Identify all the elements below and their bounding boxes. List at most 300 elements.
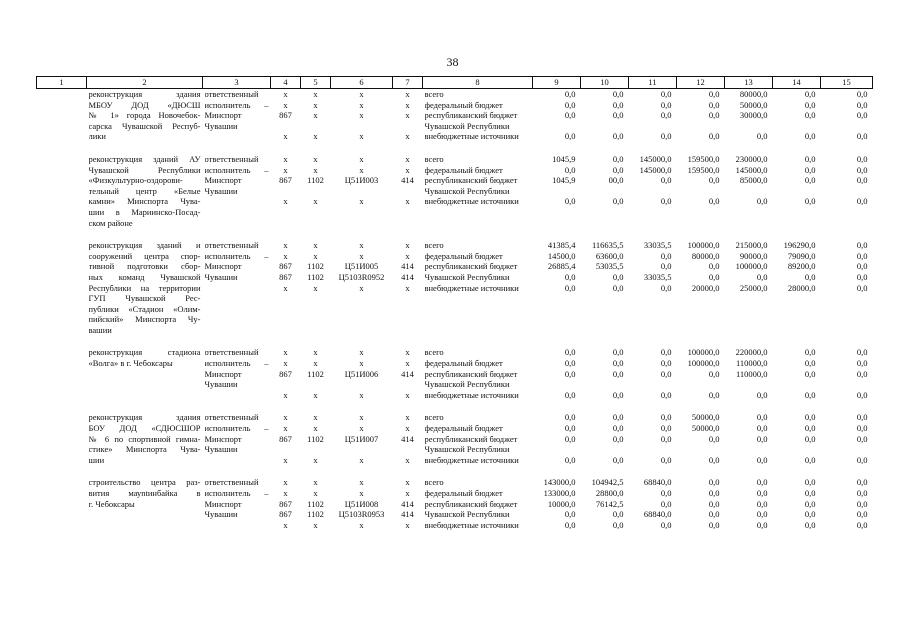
amount-value: 0,0 xyxy=(708,261,720,272)
amount-value: 0,0 xyxy=(660,196,672,207)
section-code-cell xyxy=(301,89,331,142)
amount-value: 0,0 xyxy=(804,110,816,121)
amount-value: 0,0 xyxy=(756,389,768,400)
amount-value xyxy=(727,218,768,229)
amount-value: 0,0 xyxy=(856,433,868,444)
amount-value: 33035,5 xyxy=(643,240,672,251)
amount-value: 0,0 xyxy=(708,389,720,400)
expense-type-cell xyxy=(393,240,423,335)
amount-value: 0,0 xyxy=(856,454,868,465)
amount-value: 0,0 xyxy=(612,358,624,369)
amount-value: 0,0 xyxy=(708,477,720,488)
section-code-value: x xyxy=(313,282,318,293)
description-line: № 6 по спортивной гимна- xyxy=(88,433,201,444)
amount-value: 68840,0 xyxy=(643,509,672,520)
funding-source-line: внебюджетные источники xyxy=(424,282,519,293)
executor-line xyxy=(205,325,269,336)
funding-source-line: республиканский бюджет xyxy=(424,261,518,272)
target-article-value: x xyxy=(359,240,364,251)
amount-value xyxy=(679,218,720,229)
project-description-cell xyxy=(87,477,203,530)
grbs-code-value: x xyxy=(283,358,288,369)
amount-value: 0,0 xyxy=(564,196,576,207)
amount-value: 0,0 xyxy=(564,131,576,142)
year-amount-cell xyxy=(533,240,581,335)
table-row xyxy=(37,412,873,465)
amount-value: 0,0 xyxy=(756,196,768,207)
amount-value xyxy=(535,379,576,390)
amount-value: 0,0 xyxy=(564,412,576,423)
amount-value: 0,0 xyxy=(756,423,768,434)
amount-value: 0,0 xyxy=(856,389,868,400)
row-spacer xyxy=(37,335,873,347)
funding-source-cell xyxy=(423,240,533,335)
amount-value: 0,0 xyxy=(856,196,868,207)
funding-source-cell xyxy=(423,89,533,142)
grbs-code-value xyxy=(273,314,299,325)
row-index-cell xyxy=(37,89,87,142)
description-line: ском районе xyxy=(88,217,133,228)
amount-value xyxy=(727,314,768,325)
amount-value: 85000,0 xyxy=(739,175,768,186)
year-amount-cell xyxy=(773,477,821,530)
amount-value: 0,0 xyxy=(856,412,868,423)
amount-value: 0,0 xyxy=(856,519,868,530)
amount-value: 0,0 xyxy=(660,175,672,186)
amount-value: 0,0 xyxy=(660,250,672,261)
section-code-cell xyxy=(301,412,331,465)
amount-value: 0,0 xyxy=(564,89,576,99)
target-article-value xyxy=(333,444,391,455)
target-article-value: Ц51И008 xyxy=(344,498,379,509)
target-article-value: x xyxy=(359,347,364,358)
year-amount-cell xyxy=(725,347,773,400)
column-number-8: 8 xyxy=(423,77,533,89)
amount-value: 0,0 xyxy=(660,433,672,444)
amount-value: 0,0 xyxy=(612,89,624,99)
expense-type-value: x xyxy=(405,477,410,488)
executor-line: Минспорт xyxy=(204,433,242,444)
executor-line xyxy=(205,390,269,401)
year-amount-cell xyxy=(533,154,581,228)
column-number-12: 12 xyxy=(677,77,725,89)
amount-value: 0,0 xyxy=(804,509,816,520)
target-article-value: Ц5103R0952 xyxy=(338,271,385,282)
expense-type-value: x xyxy=(405,454,410,465)
amount-value: 0,0 xyxy=(804,477,816,488)
funding-source-line: федеральный бюджет xyxy=(424,488,503,498)
amount-value: 0,0 xyxy=(612,368,624,379)
amount-value: 0,0 xyxy=(756,454,768,465)
expense-type-value: 414 xyxy=(401,175,414,186)
amount-value: 0,0 xyxy=(564,282,576,293)
year-amount-cell xyxy=(677,477,725,530)
year-amount-cell xyxy=(533,89,581,142)
expense-type-value xyxy=(395,186,421,197)
year-amount-cell xyxy=(533,412,581,465)
page-number: 38 xyxy=(446,55,459,69)
grbs-code-value: x xyxy=(283,347,288,358)
expense-type-value xyxy=(395,121,421,132)
target-article-value: x xyxy=(359,164,364,175)
amount-value xyxy=(775,293,816,304)
amount-value: 0,0 xyxy=(856,423,868,434)
executor-line xyxy=(205,293,269,304)
target-article-value: x xyxy=(359,89,364,99)
column-number-13: 13 xyxy=(725,77,773,89)
amount-value xyxy=(727,207,768,218)
amount-value: 0,0 xyxy=(564,164,576,175)
target-article-cell xyxy=(331,89,393,142)
amount-value: 41385,4 xyxy=(547,240,576,251)
amount-value: 0,0 xyxy=(856,368,868,379)
funding-source-line: внебюджетные источники xyxy=(424,519,519,530)
target-article-value xyxy=(333,207,391,218)
year-amount-cell xyxy=(773,347,821,400)
amount-value: 0,0 xyxy=(660,358,672,369)
amount-value: 0,0 xyxy=(756,509,768,520)
row-spacer xyxy=(37,228,873,240)
section-code-cell xyxy=(301,240,331,335)
description-line: строительство центра раз- xyxy=(88,477,201,488)
executor-line: исполнитель – xyxy=(204,358,269,369)
amount-value: 0,0 xyxy=(612,110,624,121)
executor-line: Минспорт xyxy=(204,498,242,509)
section-code-value: x xyxy=(313,196,318,207)
amount-value: 0,0 xyxy=(856,477,868,488)
project-description-cell xyxy=(87,89,203,142)
expense-type-value xyxy=(395,314,421,325)
target-article-value xyxy=(333,218,391,229)
project-description-cell xyxy=(87,412,203,465)
funding-source-line: республиканский бюджет xyxy=(424,368,518,379)
amount-value: 145000,0 xyxy=(639,153,672,164)
amount-value: 0,0 xyxy=(708,498,720,509)
amount-value xyxy=(775,121,816,132)
expense-type-cell xyxy=(393,154,423,228)
target-article-cell xyxy=(331,477,393,530)
amount-value: 0,0 xyxy=(612,131,624,142)
amount-value: 26885,4 xyxy=(547,261,576,272)
executor-line: ответственный xyxy=(204,89,259,99)
amount-value xyxy=(583,186,624,197)
grbs-code-cell xyxy=(271,477,301,530)
section-code-value xyxy=(303,121,329,132)
column-number-row xyxy=(37,77,873,89)
table-row xyxy=(37,154,873,228)
funding-source-line: республиканский бюджет xyxy=(424,175,518,186)
section-code-value xyxy=(303,218,329,229)
column-number-1: 1 xyxy=(37,77,87,89)
target-article-value: x xyxy=(359,196,364,207)
year-amount-cell xyxy=(773,89,821,142)
funding-source-line: федеральный бюджет xyxy=(424,164,503,175)
column-number-7: 7 xyxy=(393,77,423,89)
amount-value xyxy=(775,218,816,229)
funding-source-line xyxy=(425,207,531,218)
executor-line xyxy=(205,196,269,207)
amount-value xyxy=(679,121,720,132)
amount-value: 145000,0 xyxy=(639,164,672,175)
column-number-11: 11 xyxy=(629,77,677,89)
expense-type-value xyxy=(395,379,421,390)
amount-value xyxy=(775,304,816,315)
amount-value: 145000,0 xyxy=(735,164,768,175)
amount-value: 0,0 xyxy=(804,358,816,369)
executor-line: Минспорт xyxy=(204,110,242,121)
amount-value xyxy=(727,186,768,197)
amount-value: 0,0 xyxy=(708,99,720,110)
amount-value: 0,0 xyxy=(612,389,624,400)
description-line: сооружений центра спор- xyxy=(88,250,201,261)
executor-line: исполнитель – xyxy=(204,488,269,498)
amount-value: 0,0 xyxy=(612,433,624,444)
executor-line: Минспорт xyxy=(204,368,242,379)
amount-value: 1045,9 xyxy=(552,175,576,186)
expense-type-value: 414 xyxy=(401,509,414,520)
amount-value: 0,0 xyxy=(804,412,816,423)
target-article-value: Ц5103R0953 xyxy=(338,509,385,520)
section-code-value: 1102 xyxy=(307,271,324,282)
amount-value: 0,0 xyxy=(856,347,868,358)
funding-source-line: Чувашской Республики xyxy=(424,509,510,520)
executor-line xyxy=(205,455,269,466)
funding-source-line: всего xyxy=(424,153,444,164)
description-line: БОУ ДОД «СДЮСШОР xyxy=(88,423,201,434)
amount-value xyxy=(535,207,576,218)
year-amount-cell xyxy=(581,154,629,228)
amount-value: 0,0 xyxy=(708,89,720,99)
amount-value xyxy=(823,186,868,197)
amount-value: 0,0 xyxy=(612,347,624,358)
year-amount-cell xyxy=(533,477,581,530)
executor-line xyxy=(205,218,269,229)
year-amount-cell xyxy=(773,412,821,465)
grbs-code-value: x xyxy=(283,196,288,207)
year-amount-cell xyxy=(725,240,773,335)
expense-type-cell xyxy=(393,347,423,400)
section-code-value xyxy=(303,379,329,390)
year-amount-cell xyxy=(629,477,677,530)
amount-value xyxy=(775,379,816,390)
amount-value: 0,0 xyxy=(804,347,816,358)
amount-value: 0,0 xyxy=(708,509,720,520)
target-article-cell xyxy=(331,154,393,228)
amount-value xyxy=(631,218,672,229)
amount-value: 0,0 xyxy=(804,389,816,400)
expense-type-value: x xyxy=(405,519,410,530)
section-code-value: x xyxy=(313,412,318,423)
amount-value: 116635,5 xyxy=(591,240,624,251)
amount-value: 0,0 xyxy=(804,433,816,444)
description-line: Чувашской Республики xyxy=(88,164,201,175)
target-article-cell xyxy=(331,347,393,400)
section-code-value: x xyxy=(313,89,318,99)
year-amount-cell xyxy=(581,89,629,142)
funding-source-line: Чувашской Республики xyxy=(424,271,510,282)
grbs-code-cell xyxy=(271,412,301,465)
amount-value: 63600,0 xyxy=(595,250,624,261)
grbs-code-value: 867 xyxy=(279,368,292,379)
year-amount-cell xyxy=(581,477,629,530)
row-spacer xyxy=(37,400,873,412)
responsible-executor-cell xyxy=(203,347,271,400)
amount-value: 0,0 xyxy=(856,250,868,261)
expense-type-value xyxy=(395,444,421,455)
amount-value: 20000,0 xyxy=(691,282,720,293)
target-article-value: x xyxy=(359,488,364,498)
expense-type-value: x xyxy=(405,250,410,261)
section-code-value: 1102 xyxy=(307,261,324,272)
amount-value xyxy=(775,325,816,336)
year-amount-cell xyxy=(581,240,629,335)
grbs-code-value: x xyxy=(283,412,288,423)
expense-type-value: x xyxy=(405,282,410,293)
amount-value: 0,0 xyxy=(564,358,576,369)
target-article-value xyxy=(333,186,391,197)
amount-value: 28000,0 xyxy=(787,282,816,293)
funding-source-line xyxy=(425,304,531,315)
description-line xyxy=(89,509,201,520)
amount-value xyxy=(583,121,624,132)
amount-value xyxy=(583,218,624,229)
expense-type-value: x xyxy=(405,89,410,99)
funding-source-line: республиканский бюджет xyxy=(424,433,518,444)
column-number-15: 15 xyxy=(821,77,873,89)
amount-value xyxy=(679,293,720,304)
executor-line: ответственный xyxy=(204,477,259,488)
grbs-code-value: x xyxy=(283,131,288,142)
amount-value xyxy=(823,218,868,229)
description-line: № 1» города Новочебок- xyxy=(88,110,201,121)
amount-value: 0,0 xyxy=(660,89,672,99)
amount-value xyxy=(679,379,720,390)
description-line: реконструкция здания xyxy=(88,89,201,99)
expense-type-value: x xyxy=(405,423,410,434)
target-article-value: Ц51И005 xyxy=(344,261,379,272)
responsible-executor-cell xyxy=(203,240,271,335)
grbs-code-value: x xyxy=(283,240,288,251)
description-line: ных команд Чувашской xyxy=(88,271,201,282)
grbs-code-value: x xyxy=(283,250,288,261)
amount-value: 50000,0 xyxy=(691,412,720,423)
target-article-value: x xyxy=(359,250,364,261)
amount-value: 0,0 xyxy=(660,368,672,379)
funding-source-line: внебюджетные источники xyxy=(424,389,519,400)
funding-source-cell xyxy=(423,347,533,400)
executor-line: ответственный xyxy=(204,153,259,164)
amount-value: 0,0 xyxy=(856,282,868,293)
amount-value xyxy=(535,121,576,132)
year-amount-cell xyxy=(677,154,725,228)
grbs-code-value: x xyxy=(283,282,288,293)
amount-value: 0,0 xyxy=(660,282,672,293)
amount-value: 104942,5 xyxy=(591,477,624,488)
amount-value xyxy=(631,207,672,218)
funding-source-cell xyxy=(423,154,533,228)
target-article-cell xyxy=(331,412,393,465)
year-amount-cell xyxy=(533,347,581,400)
amount-value: 0,0 xyxy=(708,519,720,530)
grbs-code-value: 867 xyxy=(279,110,292,121)
funding-source-line: Чувашской Республики xyxy=(424,379,510,390)
section-code-value: x xyxy=(313,358,318,369)
description-line: реконструкция стадиона xyxy=(88,347,201,358)
amount-value: 0,0 xyxy=(856,498,868,509)
grbs-code-value: x xyxy=(283,488,288,498)
amount-value: 143000,0 xyxy=(543,477,576,488)
amount-value xyxy=(583,293,624,304)
amount-value: 0,0 xyxy=(856,175,868,186)
amount-value: 53035,5 xyxy=(595,261,624,272)
amount-value: 0,0 xyxy=(564,509,576,520)
amount-value: 0,0 xyxy=(856,240,868,251)
grbs-code-value: 867 xyxy=(279,509,292,520)
amount-value: 0,0 xyxy=(660,488,672,498)
section-code-value: 1102 xyxy=(307,509,324,520)
description-line: реконструкция зданий АУ xyxy=(88,153,201,164)
amount-value: 10000,0 xyxy=(547,498,576,509)
amount-value: 133000,0 xyxy=(543,488,576,498)
year-amount-cell xyxy=(821,347,873,400)
funding-source-line: внебюджетные источники xyxy=(424,196,519,207)
amount-value: 50000,0 xyxy=(739,99,768,110)
description-line xyxy=(89,369,201,380)
expense-type-cell xyxy=(393,477,423,530)
year-amount-cell xyxy=(677,347,725,400)
grbs-code-value xyxy=(273,186,299,197)
amount-value xyxy=(823,444,868,455)
target-article-value xyxy=(333,304,391,315)
description-line: тивной подготовки сбор- xyxy=(88,261,201,272)
grbs-code-value xyxy=(273,121,299,132)
expense-type-value xyxy=(395,207,421,218)
funding-source-line: Чувашской Республики xyxy=(424,444,510,455)
executor-line: Чувашии xyxy=(204,444,238,455)
grbs-code-cell xyxy=(271,240,301,335)
amount-value: 90000,0 xyxy=(739,250,768,261)
expense-type-value: 414 xyxy=(401,261,414,272)
executor-line: Чувашии xyxy=(204,185,238,196)
year-amount-cell xyxy=(725,477,773,530)
expense-type-value xyxy=(395,293,421,304)
executor-line: исполнитель – xyxy=(204,423,269,434)
funding-source-cell xyxy=(423,477,533,530)
amount-value xyxy=(631,186,672,197)
year-amount-cell xyxy=(725,89,773,142)
executor-line: ответственный xyxy=(204,347,259,358)
section-code-value xyxy=(303,314,329,325)
amount-value: 0,0 xyxy=(612,423,624,434)
amount-value xyxy=(823,293,868,304)
section-code-cell xyxy=(301,477,331,530)
section-code-value: x xyxy=(313,454,318,465)
amount-value: 0,0 xyxy=(660,99,672,110)
executor-line: исполнитель – xyxy=(204,164,269,175)
column-number-14: 14 xyxy=(773,77,821,89)
executor-line: Чувашии xyxy=(204,509,238,520)
amount-value xyxy=(583,304,624,315)
target-article-value xyxy=(333,293,391,304)
amount-value: 0,0 xyxy=(612,153,624,164)
target-article-value: x xyxy=(359,358,364,369)
amount-value xyxy=(535,304,576,315)
amount-value: 0,0 xyxy=(804,519,816,530)
amount-value: 0,0 xyxy=(856,131,868,142)
amount-value xyxy=(823,121,868,132)
grbs-code-value xyxy=(273,304,299,315)
target-article-value: Ц51И007 xyxy=(344,433,379,444)
